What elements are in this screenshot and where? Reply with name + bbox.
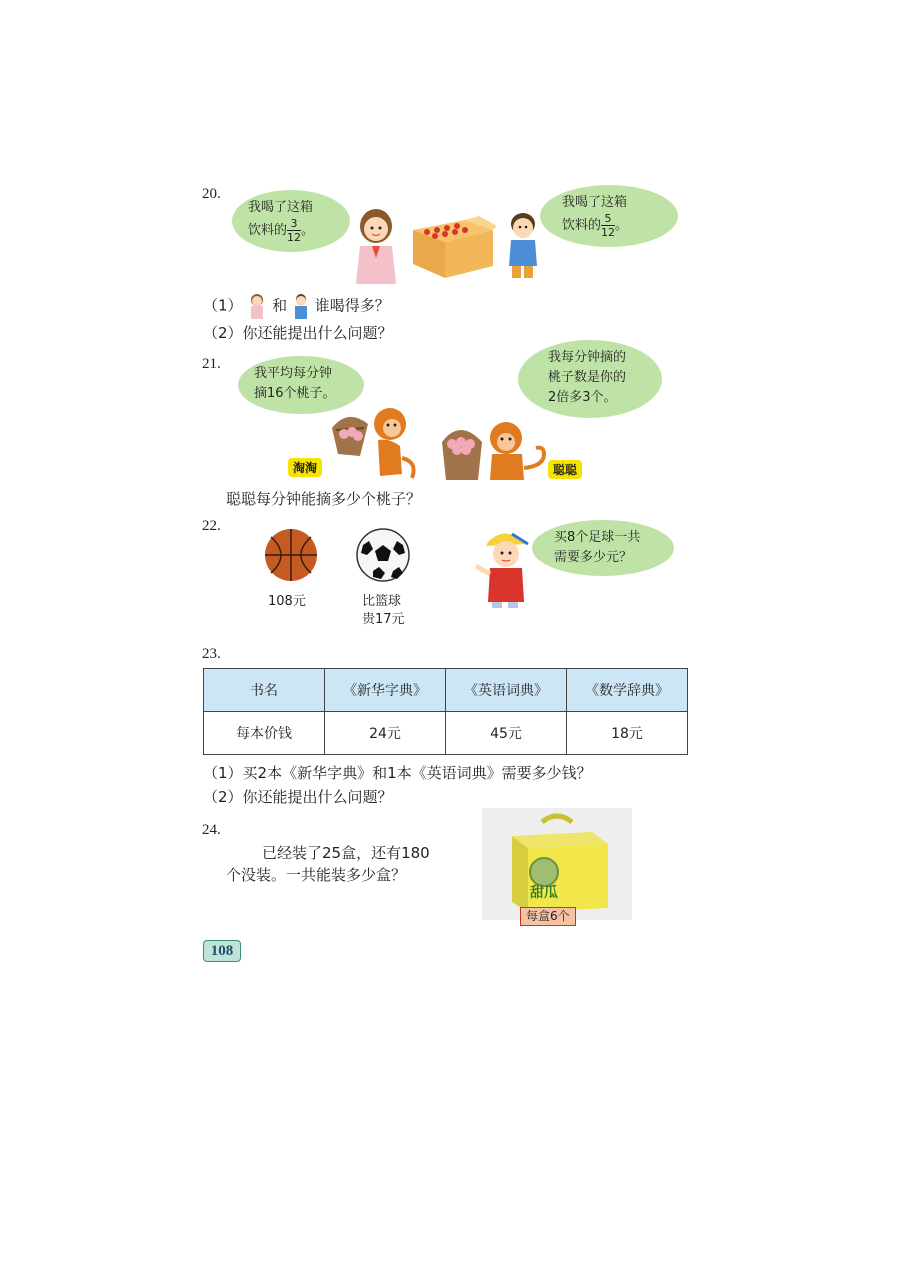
table-header-cell: 《新华字典》 <box>325 669 446 712</box>
table-header-cell: 《英语词典》 <box>446 669 567 712</box>
girl-speech-bubble <box>232 190 350 252</box>
boy-question-line2: 需要多少元？ <box>554 550 633 565</box>
book-price-table <box>203 668 688 755</box>
girl-bubble-line1: 我喝了这箱 <box>248 200 314 215</box>
table-header-row <box>204 669 688 712</box>
boy-bubble-line1: 我喝了这箱 <box>562 195 628 210</box>
boy-bubble-prefix: 饮料的 <box>562 218 602 233</box>
melon-box-photo <box>482 808 632 920</box>
congcong-speech-bubble <box>518 340 662 418</box>
taotao-monkey-illustration <box>328 398 420 482</box>
basketball-icon <box>263 527 319 583</box>
girl-bubble-line2 <box>248 218 314 243</box>
boy-illustration <box>505 210 543 280</box>
table-header-cell: 《数学辞典》 <box>567 669 688 712</box>
problem-23-question-2: （2）你还能提出什么问题？ <box>203 788 393 806</box>
table-cell: 45元 <box>446 712 567 755</box>
melon-box-icon <box>482 808 632 920</box>
taotao-bubble-line2: 摘16个桃子。 <box>254 386 336 401</box>
girl-bubble-prefix: 饮料的 <box>248 223 288 238</box>
table-cell: 每本价钱 <box>204 712 325 755</box>
problem-21-question: 聪聪每分钟能摘多少个桃子？ <box>226 490 422 508</box>
boy-with-cap-illustration <box>472 526 536 608</box>
problem-24-number: 24. <box>202 822 221 838</box>
problem-20-question-1 <box>203 292 390 320</box>
football-icon <box>355 527 411 583</box>
fraction-denominator: 12 <box>287 231 302 244</box>
problem-20-number: 20. <box>202 186 221 202</box>
basketball-price: 108元 <box>268 594 306 609</box>
melon-box-caption: 每盒6个 <box>520 907 576 926</box>
problem-24-line1: 已经装了25盒，还有180 <box>262 844 430 862</box>
congcong-name-tag: 聪聪 <box>548 460 582 479</box>
boy-bubble-suffix: 。 <box>615 218 629 233</box>
football-price-line2: 贵17元 <box>362 612 405 627</box>
girl-bubble-suffix: 。 <box>301 223 315 238</box>
boy-bubble-line2 <box>562 213 628 238</box>
fraction-denominator: 12 <box>601 226 616 239</box>
question-1-suffix: 谁喝得多？ <box>314 296 390 315</box>
problem-23-question-1: （1）买2本《新华字典》和1本《英语词典》需要多少钱？ <box>203 764 592 782</box>
boy-small-icon <box>292 292 310 320</box>
taotao-name-tag: 淘淘 <box>288 458 322 477</box>
problem-20-question-2: （2）你还能提出什么问题？ <box>203 324 393 342</box>
problem-21-number: 21. <box>202 356 221 372</box>
boy-question-bubble <box>532 520 674 576</box>
problem-24-line2: 个没装。一共能装多少盒？ <box>226 866 407 884</box>
congcong-bubble-line1: 我每分钟摘的 <box>548 350 627 365</box>
page-number-badge: 108 <box>203 940 241 962</box>
question-1-prefix: （1） <box>203 296 243 315</box>
table-header-cell: 书名 <box>204 669 325 712</box>
fraction-numerator: 5 <box>604 212 612 225</box>
table-row <box>204 712 688 755</box>
taotao-bubble-line1: 我平均每分钟 <box>254 366 333 381</box>
girl-fraction <box>287 218 301 243</box>
girl-illustration <box>348 206 404 286</box>
fraction-numerator: 3 <box>290 217 298 230</box>
boy-speech-bubble <box>540 185 678 247</box>
congcong-monkey-illustration <box>440 418 552 484</box>
football-price-line1: 比篮球 <box>362 594 402 609</box>
table-cell: 18元 <box>567 712 688 755</box>
girl-small-icon <box>247 292 267 320</box>
congcong-bubble-line2: 桃子数是你的 <box>548 370 627 385</box>
problem-22-number: 22. <box>202 518 221 534</box>
melon-box-label: 甜瓜 <box>530 885 558 901</box>
question-1-and: 和 <box>272 296 288 315</box>
boy-fraction <box>601 213 615 238</box>
problem-23-number: 23. <box>202 646 221 662</box>
congcong-bubble-line3: 2倍多3个。 <box>548 390 617 405</box>
table-cell: 24元 <box>325 712 446 755</box>
drink-crate-illustration <box>405 216 497 280</box>
boy-question-line1: 买8个足球一共 <box>554 530 641 545</box>
